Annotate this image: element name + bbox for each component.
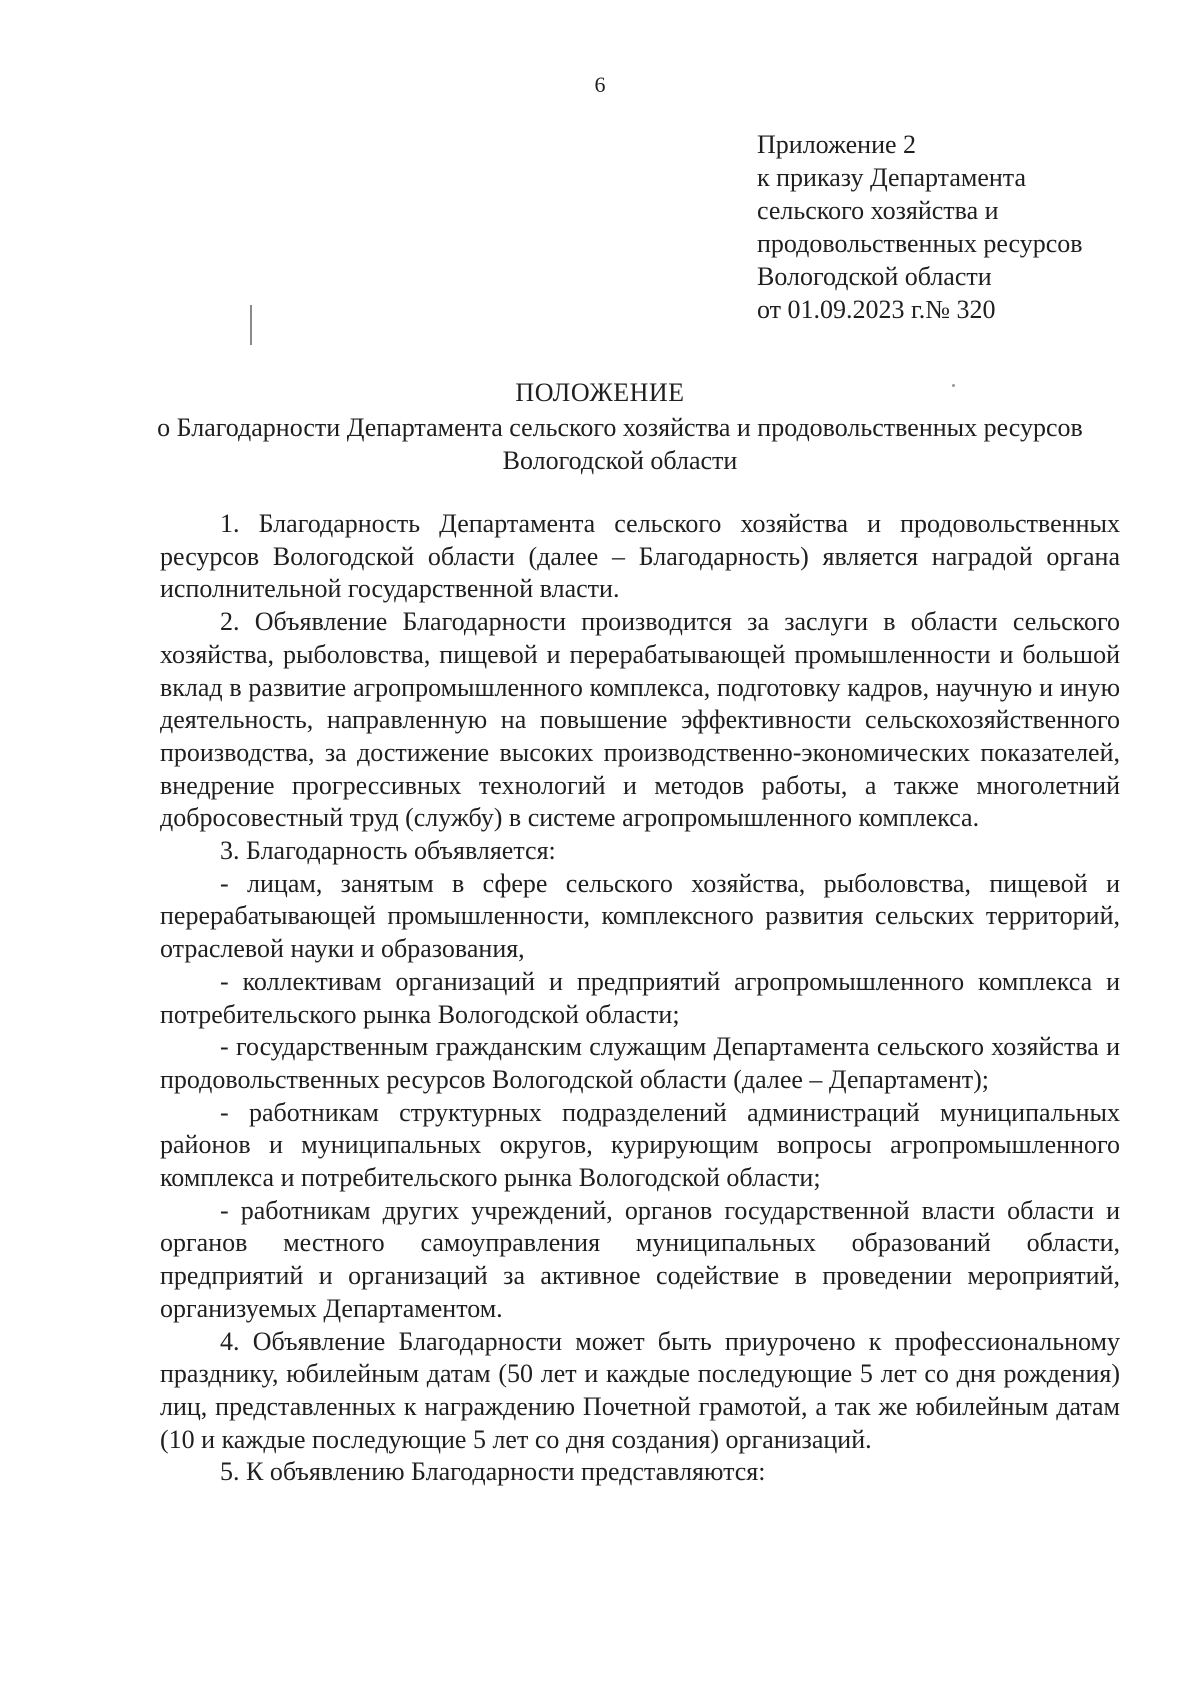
appendix-line: сельского хозяйства и	[757, 196, 999, 225]
document-subtitle: о Благодарности Департамента сельского хозяйства и продовольственных ресурсов Вологодской области	[157, 413, 1083, 475]
document-title: ПОЛОЖЕНИЕ	[515, 378, 685, 407]
paragraph-1: 1. Благодарность Департамента сельского хозяйства и продовольственных ресурсов Вологодской области (далее – Благодарность) является наградой органа исполнительной государственной власти.	[160, 509, 1120, 604]
appendix-line: продовольственных ресурсов	[757, 229, 1083, 258]
appendix-line: от 01.09.2023 г.№ 320	[757, 295, 996, 324]
list-item: - государственным гражданским служащим Департамента сельского хозяйства и продовольственных ресурсов Вологодской области (далее – Департамент);	[160, 1032, 1120, 1094]
list-item: - работникам других учреждений, органов государственной власти области и органов местного самоуправления муниципальных образований области, предприятий и организаций за активное содействие в проведении мероприятий, организуемых Департаментом.	[160, 1195, 1120, 1323]
paragraph-3: 3. Благодарность объявляется:	[220, 836, 556, 866]
document-body	[160, 508, 1120, 1489]
list-item: - коллективам организаций и предприятий агропромышленного комплекса и потребительского рынка Вологодской области;	[160, 966, 1120, 1029]
scan-margin-mark	[250, 305, 252, 345]
page-number: 6	[594, 72, 606, 97]
list-item: - работникам структурных подразделений администраций муниципальных районов и муниципальных округов, курирующим вопросы агропромышленного комплекса и потребительского рынка Вологодской области;	[160, 1097, 1120, 1193]
appendix-block	[757, 128, 1157, 326]
appendix-line: Приложение 2	[757, 130, 917, 159]
paragraph-5: 5. К объявлению Благодарности представляются:	[220, 1457, 766, 1487]
appendix-line: Вологодской области	[757, 262, 992, 291]
paragraph-4: 4. Объявление Благодарности может быть приурочено к профессиональному празднику, юбилейным датам (50 лет и каждые последующие 5 лет со дня рождения) лиц, представленных к награждению Почетной грамотой, а так же юбилейным датам (10 и каждые последующие 5 лет со дня создания) организаций.	[160, 1326, 1120, 1454]
paragraph-2: 2. Объявление Благодарности производится за заслуги в области сельского хозяйства, рыболовства, пищевой и перерабатывающей промышленности и большой вклад в развитие агропромышленного комплекса, подготовку кадров, научную и иную деятельность, направленную на повышение эффективности сельскохозяйственного производства, за достижение высоких производственно-экономических показателей, внедрение прогрессивных технологий и методов работы, а также многолетний добросовестный труд (службу) в системе агропромышленного комплекса.	[160, 607, 1120, 833]
appendix-line: к приказу Департамента	[757, 163, 1027, 192]
list-item: - лицам, занятым в сфере сельского хозяйства, рыболовства, пищевой и перерабатывающей промышленности, комплексного развития сельских территорий, отраслевой науки и образования,	[160, 868, 1120, 964]
